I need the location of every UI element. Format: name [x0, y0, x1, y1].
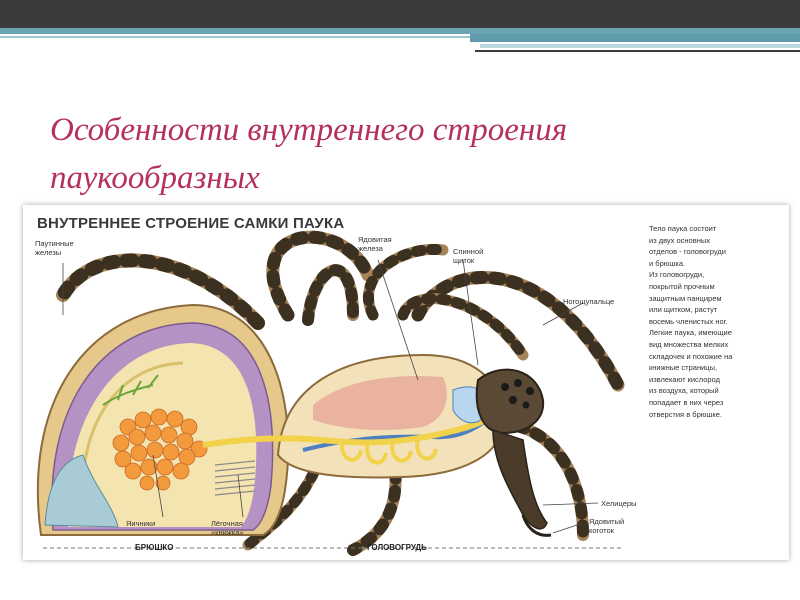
side-text-line: покрытой прочным	[649, 281, 715, 291]
side-text-line: и брюшка.	[649, 258, 686, 268]
label-shield-line-2: щиток	[453, 256, 475, 265]
slide-title-line-2: паукообразных	[50, 160, 260, 196]
eye	[514, 379, 522, 387]
label-ovaries: Яичники	[126, 519, 156, 528]
slide-title	[50, 106, 770, 202]
label-shield-line-1: Спинной	[453, 247, 484, 256]
label-book-lung-line-1: Лёгочная	[211, 519, 243, 528]
side-text-line: восемь членистых ног.	[649, 316, 728, 326]
slide-title-line-1: Особенности внутреннего строения	[50, 112, 568, 148]
label-spinnerets-line-2: железы	[35, 248, 62, 257]
label-venom-gland	[358, 235, 392, 253]
figure-title: ВНУТРЕННЕЕ СТРОЕНИЕ САМКИ ПАУКА	[37, 215, 345, 232]
side-text-line: книжные страницы,	[649, 363, 718, 373]
side-text-line: защитным панцирем	[649, 293, 722, 303]
eye	[523, 402, 530, 409]
side-text-line: вид множества мелких	[649, 339, 729, 349]
side-text-line: Из головогруди,	[649, 270, 705, 280]
side-text-line: отверстия в брюшке.	[649, 409, 723, 419]
side-text-line: попадает в них через	[649, 397, 724, 407]
label-venom-gland-line-2: железа	[358, 244, 383, 253]
label-cephalothorax: ГОЛОВОГРУДЬ	[367, 543, 427, 552]
top-accent-line	[0, 36, 470, 38]
spider-anatomy-figure	[23, 205, 789, 560]
label-venom-gland-line-1: Ядовитая	[358, 235, 392, 244]
side-text-line: складочек и похожие на	[649, 351, 733, 361]
top-step-3	[475, 50, 800, 52]
label-chelicerae: Хелицеры	[601, 499, 637, 508]
label-claw-line-2: коготок	[589, 526, 614, 535]
label-spinnerets	[35, 239, 74, 257]
side-text-line: из воздуха, который	[649, 386, 719, 396]
label-claw-line-1: Ядовитый	[589, 517, 625, 526]
side-text-line: Тело паука состоит	[649, 224, 717, 233]
top-step-1	[470, 34, 800, 42]
top-step-2	[480, 44, 800, 48]
label-book-lung	[211, 519, 244, 537]
label-claw	[589, 517, 624, 535]
eye	[526, 387, 534, 395]
label-spinnerets-line-1: Паутинные	[35, 239, 74, 248]
label-abdomen: БРЮШКО	[135, 543, 174, 552]
side-text-line: из двух основных	[649, 235, 710, 245]
label-book-lung-line-2: «книжка»	[211, 528, 244, 537]
chelicera	[493, 430, 547, 529]
side-text-line: извлекают кислород	[649, 374, 720, 384]
side-text-line: или щитком, растут	[649, 305, 718, 315]
eye	[509, 396, 517, 404]
top-dark-bar	[0, 0, 800, 28]
label-shield	[453, 247, 483, 265]
side-text-line: отделов - головогруди	[649, 247, 726, 257]
side-description	[649, 223, 783, 420]
side-text-line: Легкие паука, имеющие	[649, 328, 732, 338]
label-pedipalps: Ногощупальце	[563, 297, 615, 306]
eye	[501, 383, 509, 391]
